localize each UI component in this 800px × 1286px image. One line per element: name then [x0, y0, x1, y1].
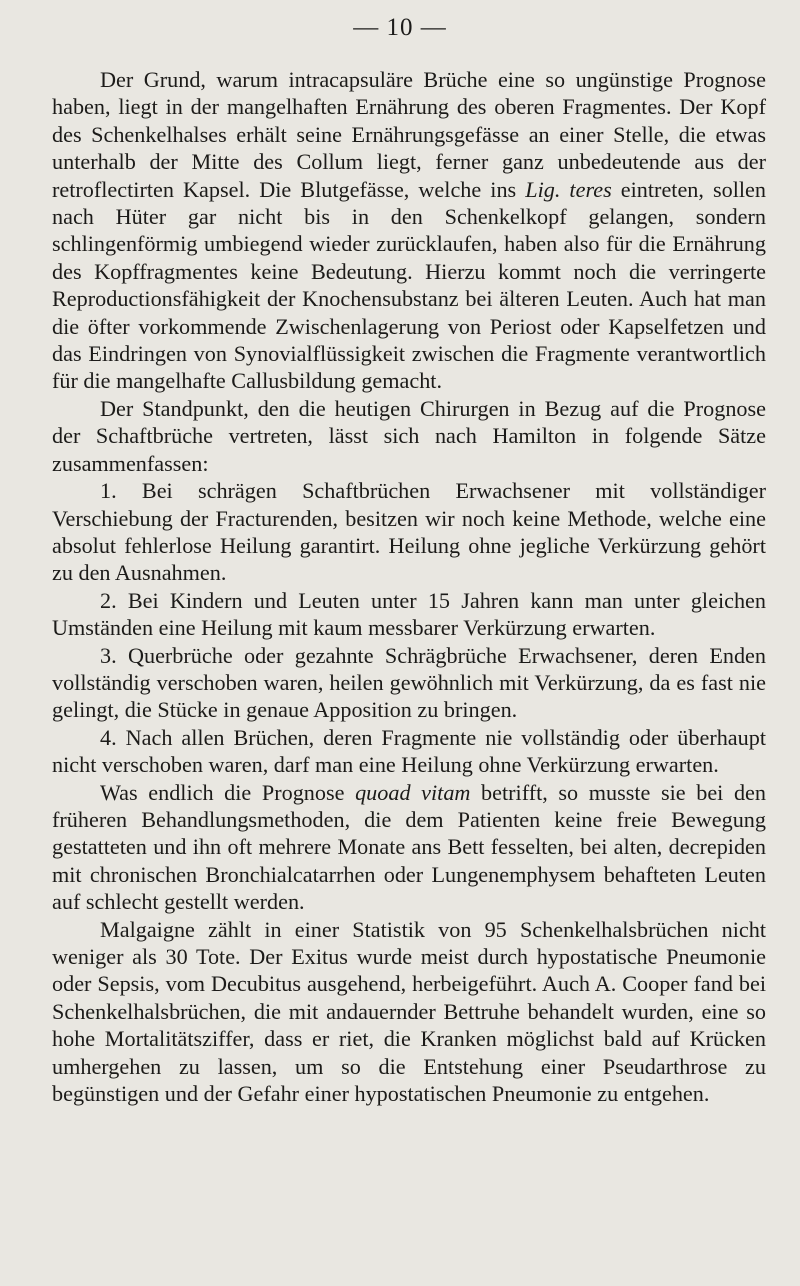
- page-number: — 10 —: [353, 14, 447, 41]
- paragraph-3-text-b: betrifft, so musste sie bei den früheren Behandlungsmethoden, die dem Patienten keine freie Bewegung gestatteten und ihn oft mehrere Monate ans Bett fesselten, bei alten, decrepiden mit chronischen Bronchialcatarrhen oder Lungenemphysem behafteten Leuten auf schlecht gestellt werden.: [52, 779, 766, 915]
- term-lig-teres: Lig. teres: [525, 176, 612, 202]
- paragraph-2-text: Der Standpunkt, den die heutigen Chirurgen in Bezug auf die Prognose der Schaftbrüche vertreten, lässt sich nach Hamilton in folgende Sätze zusammenfassen:: [52, 395, 766, 476]
- paragraph-3-text-a: Was endlich die Prognose: [100, 779, 356, 805]
- list-item-3: [52, 642, 766, 724]
- term-quoad-vitam: quoad vitam: [355, 779, 471, 805]
- list-item-1: [52, 477, 766, 587]
- paragraph-1: [52, 66, 766, 395]
- list-item-2-text: 2. Bei Kindern und Leuten unter 15 Jahren kann man unter gleichen Umständen eine Heilung mit kaum messbarer Verkürzung erwarten.: [52, 587, 766, 641]
- body-text: [52, 66, 766, 1107]
- list-item-1-text: 1. Bei schrägen Schaftbrüchen Erwachsener mit vollständiger Verschiebung der Fracturenden, besitzen wir noch keine Methode, welche eine absolut fehlerlose Heilung garantirt. Heilung ohne jegliche Verkürzung gehört zu den Ausnahmen.: [52, 478, 766, 586]
- paragraph-2: [52, 395, 766, 477]
- paragraph-3: [52, 779, 766, 916]
- list-item-4: [52, 724, 766, 779]
- list-item-2: [52, 587, 766, 642]
- paragraph-1-text-a: Der Grund, warum intracapsuläre Brüche eine so ungünstige Prognose haben, liegt in der mangelhaften Ernährung des oberen Fragmentes. Der Kopf des Schenkelhalses erhält seine Ernährungsgefässe an einer Stelle, die etwas unterhalb der Mitte des Collum liegt, ferner ganz unbedeutende aus der retroflectirten Kapsel. Die Blutgefässe, welche ins: [52, 67, 766, 202]
- paragraph-4-text: Malgaigne zählt in einer Statistik von 95 Schenkelhalsbrüchen nicht weniger als 30 Tote. Der Exitus wurde meist durch hypostatische Pneumonie oder Sepsis, vom Decubitus ausgehend, herbeigeführt. Auch A. Cooper fand bei Schenkelhalsbrüchen, die mit andauernder Bettruhe behandelt wurden, eine so hohe Mortalitätsziffer, dass er riet, die Kranken möglichst bald auf Krücken umhergehen zu lassen, um so die Entstehung einer Pseudarthrose zu begünstigen und der Gefahr einer hypostatischen Pneumonie zu entgehen.: [52, 916, 766, 1107]
- list-item-3-text: 3. Querbrüche oder gezahnte Schrägbrüche Erwachsener, deren Enden vollständig verschoben waren, heilen gewöhnlich mit Verkürzung, da es fast nie gelingt, die Stücke in genaue Apposition zu bringen.: [52, 642, 766, 723]
- paragraph-4: [52, 916, 766, 1108]
- paragraph-1-text-b: eintreten, sollen nach Hüter gar nicht bis in den Schenkelkopf gelangen, sondern schlingenförmig umbiegend wieder zurücklaufen, haben also für die Ernährung des Kopffragmentes keine Bedeutung. Hierzu kommt noch die verringerte Reproductionsfähigkeit der Knochensubstanz bei älteren Leuten. Auch hat man die öfter vorkommende Zwischenlagerung von Periost oder Kapselfetzen und das Eindringen von Synovialflüssigkeit zwischen die Fragmente verantwortlich für die mangelhafte Callusbildung gemacht.: [52, 176, 766, 394]
- list-item-4-text: 4. Nach allen Brüchen, deren Fragmente nie vollständig oder überhaupt nicht verschoben waren, darf man eine Heilung ohne Verkürzung erwarten.: [52, 724, 766, 778]
